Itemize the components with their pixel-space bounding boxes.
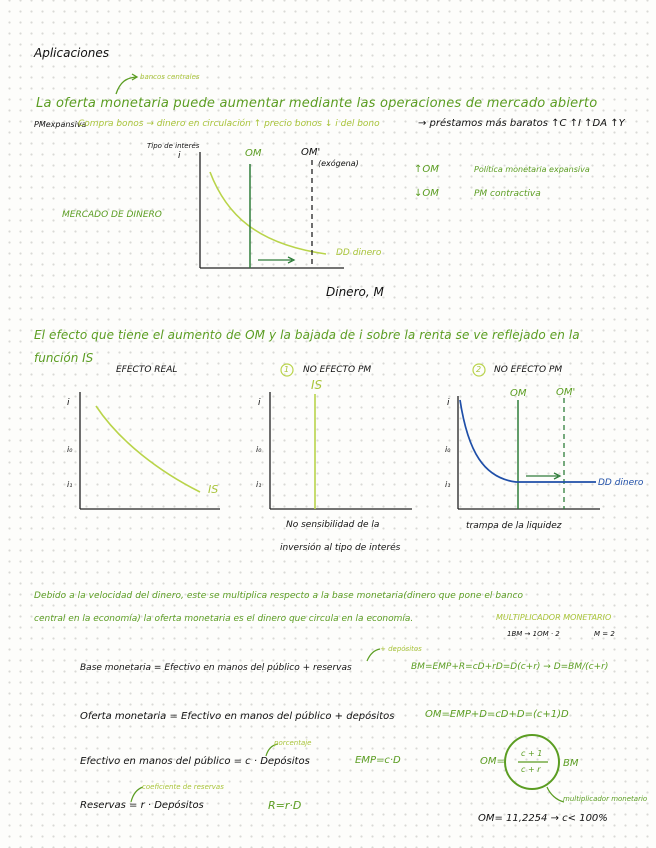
panel2-is-label: IS	[311, 378, 323, 392]
policy-exp-text: Política monetaria expansiva	[474, 165, 590, 174]
section1-heading: La oferta monetaria puede aumentar mediante las operaciones de mercado abierto	[36, 96, 598, 111]
res-formula: R=r·D	[268, 799, 302, 812]
example-2: M = 2	[594, 630, 615, 638]
section2-heading-2: función IS	[34, 351, 94, 365]
panel3-y-label: i	[447, 398, 450, 408]
bm-definition: Base monetaria = Efectivo en manos del público + reservas	[80, 663, 352, 673]
example-1: 1BM → 1OM · 2	[507, 630, 560, 638]
dd-liquidity-curve	[460, 400, 596, 482]
panel3-om2-label: OM'	[556, 387, 576, 398]
is-vertical-chart	[270, 392, 420, 512]
chain-green: Compra bonos → dinero en circulación ↑ precio bonos ↓ i del bono	[78, 119, 380, 129]
res-note: coeficiente de reservas	[142, 783, 224, 791]
bm-formula: BM=EMP+R=cD+rD=D(c+r) → D=BM/(c+r)	[411, 662, 609, 672]
x-axis-label: Dinero, M	[326, 285, 384, 299]
panel1-is-label: IS	[208, 483, 219, 496]
market-label: MERCADO DE DINERO	[62, 210, 162, 220]
y-axis-label: i	[178, 151, 181, 161]
panel1-y-label: i	[67, 398, 70, 408]
liquidity-trap-chart	[458, 392, 608, 512]
circle-top: c + 1	[521, 749, 543, 758]
panel2-y-label: i	[258, 398, 261, 408]
panel3-i1: i₁	[445, 480, 451, 489]
policy-exp-symbol: ↑OM	[414, 164, 439, 175]
policy-con-text: PM contractiva	[474, 189, 541, 199]
dd-curve	[210, 172, 326, 254]
emp-definition: Efectivo en manos del público = c · Depósitos	[80, 756, 310, 767]
panel2-i0: i₀	[256, 445, 262, 454]
panel3-caption: trampa de la liquidez	[466, 521, 562, 531]
bancos-note: bancos centrales	[140, 73, 200, 81]
panel3-i0: i₀	[445, 445, 451, 454]
chain-black: → préstamos más baratos ↑C ↑I ↑DA ↑Y	[418, 118, 625, 129]
pm-label: PMexpansiva	[34, 120, 87, 129]
panel3-num: 2	[476, 365, 482, 374]
panel1-i1: i₁	[67, 480, 73, 489]
om2-label: OM'	[301, 147, 321, 158]
panel2-num: 1	[284, 365, 290, 374]
panel3-om-label: OM	[510, 388, 527, 399]
om-definition: Oferta monetaria = Efectivo en manos del público + depósitos	[80, 711, 395, 722]
multiplicador-label: MULTIPLICADOR MONETARIO	[496, 613, 612, 622]
circle-bottom: c + r	[521, 765, 541, 774]
section3-line-2: central en la economía) la oferta monetaria es el dinero que circula en la economía.	[34, 614, 414, 624]
is-curve	[96, 406, 200, 492]
emp-formula: EMP=c·D	[355, 755, 401, 766]
panel2-caption-2: inversión al tipo de interés	[280, 543, 401, 553]
y-axis-title: Tipo de interés	[147, 142, 200, 150]
panel2-title: NO EFECTO PM	[303, 365, 372, 375]
final-result: OM= 11,2254 → c< 100%	[478, 813, 608, 824]
om-formula: OM=EMP+D=cD+D=(c+1)D	[425, 709, 569, 720]
panel3-title: NO EFECTO PM	[494, 365, 563, 375]
page-title: Aplicaciones	[34, 46, 109, 60]
arrow-icon	[112, 72, 142, 96]
panel1-i0: i₀	[67, 445, 73, 454]
bm-suffix: BM	[563, 758, 579, 769]
om-label: OM	[245, 148, 262, 159]
bm-note: + depósitos	[380, 645, 422, 653]
panel2-caption-1: No sensibilidad de la	[286, 520, 380, 530]
om-prefix: OM=	[480, 756, 505, 767]
res-definition: Reservas = r · Depósitos	[80, 800, 204, 811]
panel3-dd-label: DD dinero	[598, 478, 644, 488]
section3-line-1: Debido a la velocidad del dinero, este se multiplica respecto a la base monetaria(dinero que pone el banco	[34, 591, 524, 601]
om2-note: (exógena)	[318, 159, 359, 168]
emp-note: porcentaje	[274, 739, 312, 747]
section2-heading-1: El efecto que tiene el aumento de OM y la bajada de i sobre la renta se ve reflejado en la	[34, 328, 580, 342]
panel1-title: EFECTO REAL	[116, 365, 178, 375]
mult-note: multiplicador monetario	[563, 795, 648, 803]
dd-label: DD dinero	[336, 248, 382, 258]
money-market-chart	[196, 152, 356, 282]
policy-con-symbol: ↓OM	[414, 188, 439, 199]
panel2-i1: i₁	[256, 480, 262, 489]
